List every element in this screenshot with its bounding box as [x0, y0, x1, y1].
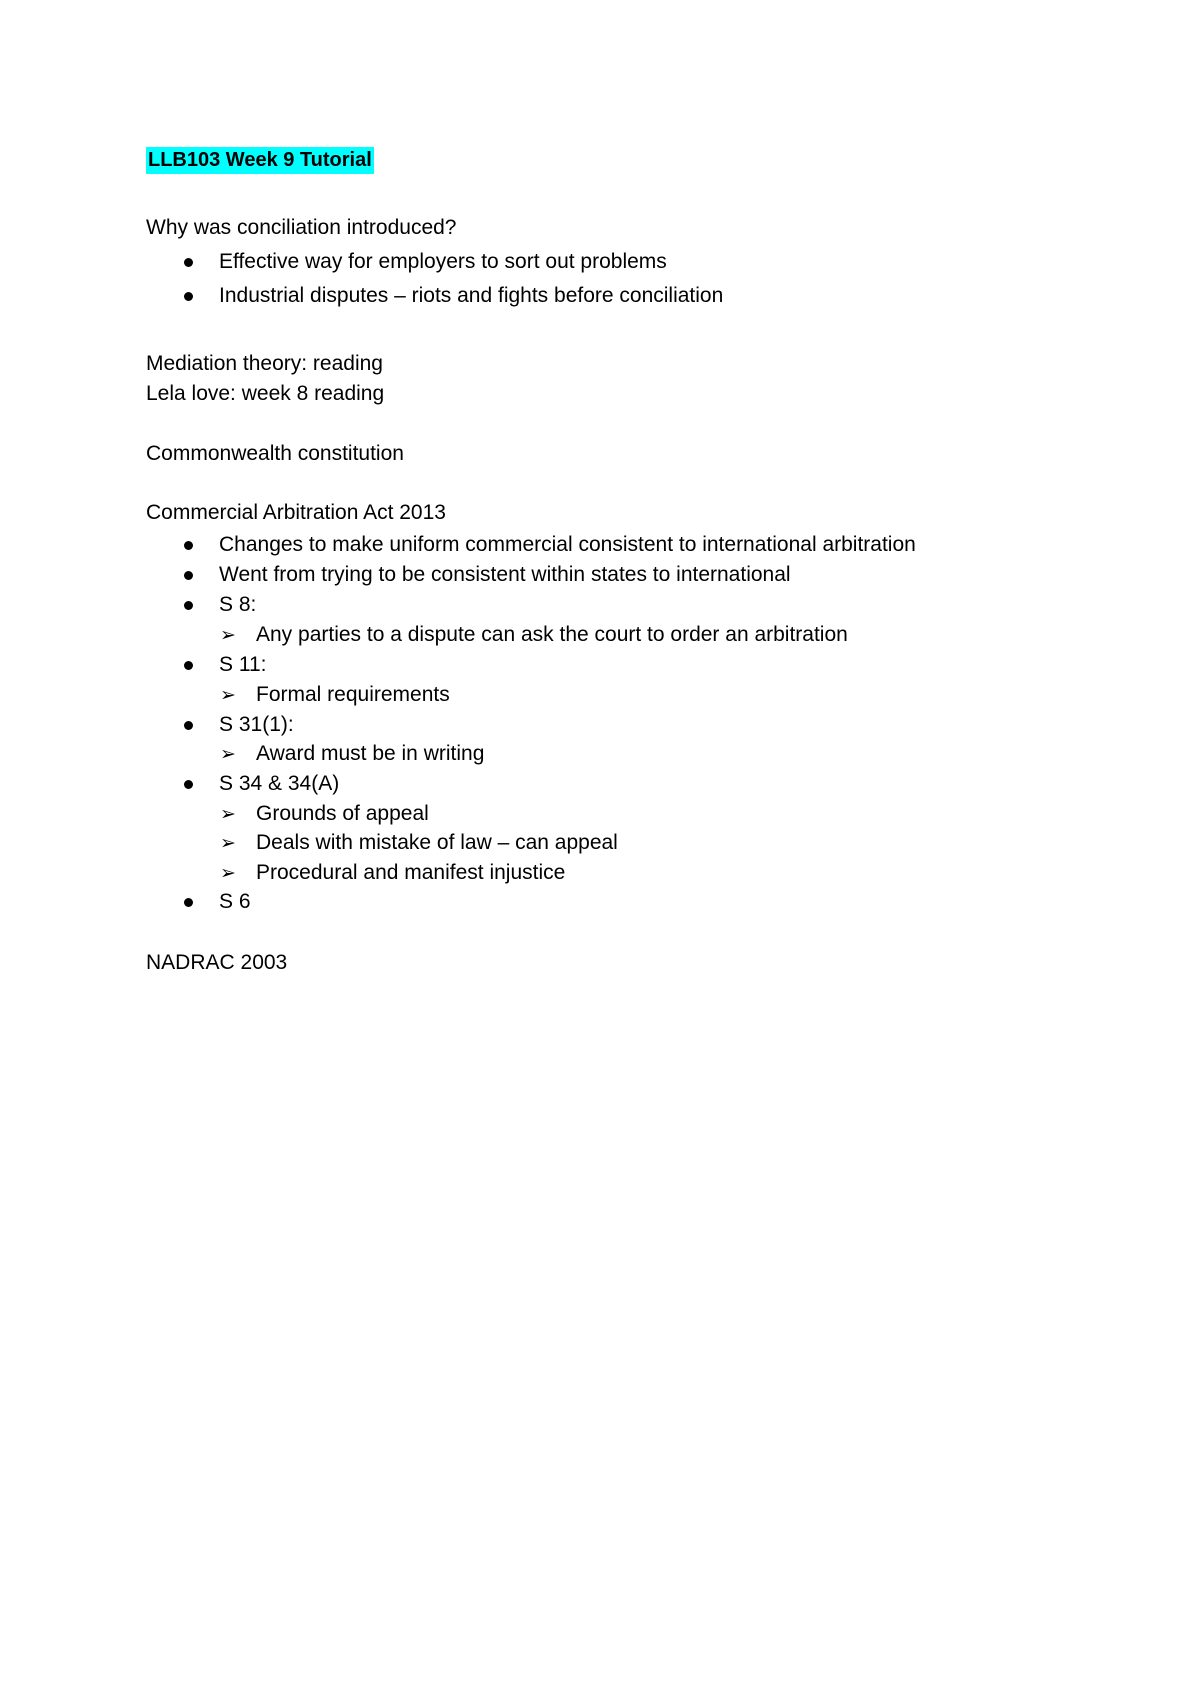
arrow-right-icon: ➢ [220, 684, 236, 706]
title-highlight: LLB103 Week 9 Tutorial [146, 147, 374, 174]
reading-mediation: Mediation theory: reading [146, 352, 383, 375]
bullet-dot-icon [184, 258, 193, 267]
bullet-dot-icon [184, 780, 193, 789]
arrow-right-icon: ➢ [220, 832, 236, 854]
document-title [146, 146, 374, 174]
bullet-dot-icon [184, 721, 193, 730]
bullet-dot-icon [184, 571, 193, 580]
arrow-right-icon: ➢ [220, 624, 236, 646]
bullet-dot-icon [184, 898, 193, 907]
bullet-dot-icon [184, 661, 193, 670]
constitution-heading: Commonwealth constitution [146, 442, 404, 465]
act-heading: Commercial Arbitration Act 2013 [146, 501, 446, 524]
arrow-right-icon: ➢ [220, 862, 236, 884]
nadrac-heading: NADRAC 2003 [146, 951, 288, 974]
reading-lela: Lela love: week 8 reading [146, 382, 385, 405]
question-heading: Why was conciliation introduced? [146, 216, 457, 239]
arrow-right-icon: ➢ [220, 803, 236, 825]
bullet-dot-icon [184, 541, 193, 550]
bullet-dot-icon [184, 292, 193, 301]
document-page: LLB103 Week 9 Tutorial Why was conciliation introduced? Effective way for employers to sort out problems Industrial disputes – riots and fights before conciliation Mediation theory: reading Lela love: week 8 reading Commonwealth constitution Commercial Arbitration Act 2013 Changes to make uniform commercial consistent to international arbitration Went from trying to be consistent within states to international S 8: ➢ Any parties to a dispute can ask the court to order an arbitration S 11: ➢ Formal requirements S 31(1): ➢ Award must be in writing S 34 & 34(A) ➢ Grounds of appeal ➢ Deals with mistake of law – can appeal ➢ Procedural and manifest injustice S 6 NADRAC 2003 [0, 0, 1200, 1698]
bullet-dot-icon [184, 601, 193, 610]
arrow-right-icon: ➢ [220, 743, 236, 765]
